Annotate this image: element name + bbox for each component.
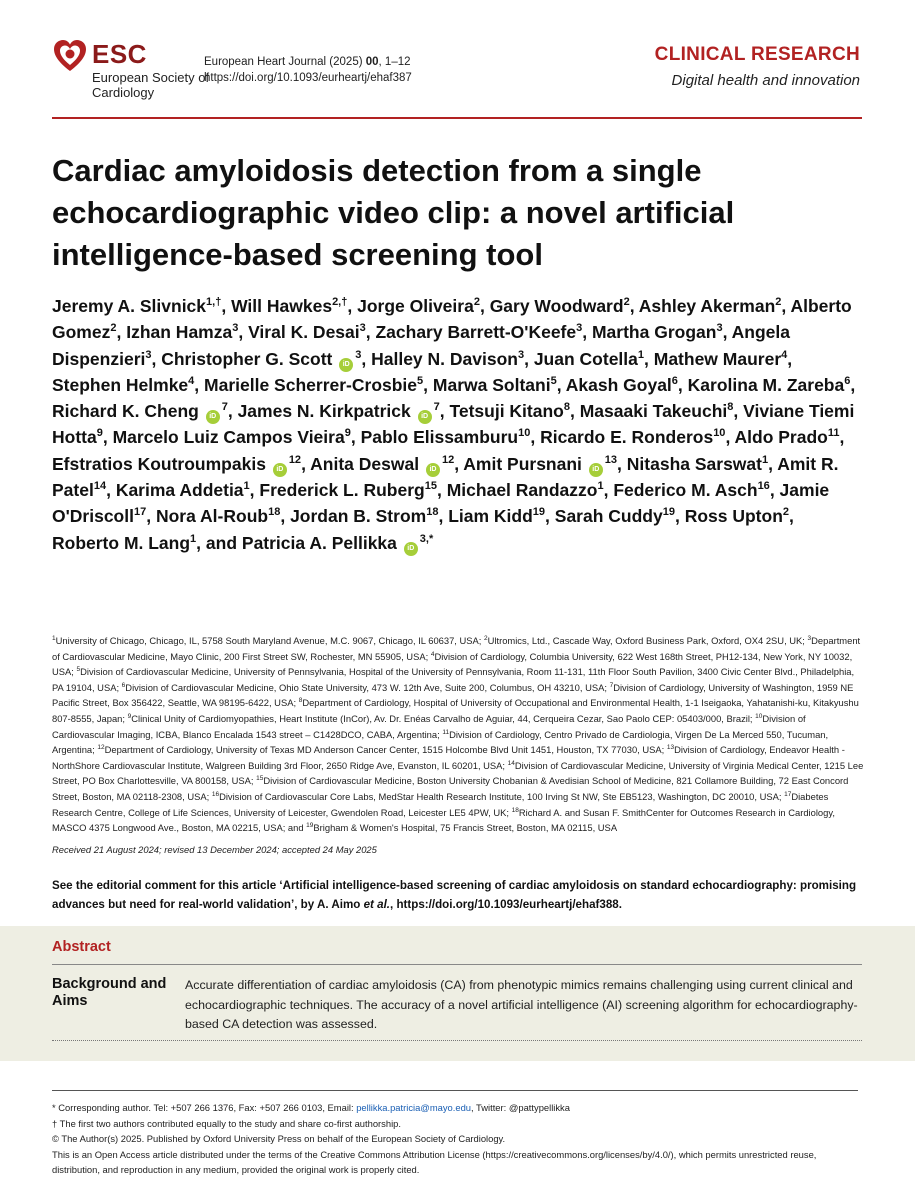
author-name[interactable]: Efstratios Koutroumpakis xyxy=(52,453,266,474)
author-name[interactable]: Izhan Hamza xyxy=(126,322,233,343)
author-name[interactable]: Viviane Tiemi Hotta xyxy=(52,401,855,448)
author-name[interactable]: Jamie O'Driscoll xyxy=(52,480,830,527)
affiliation-number: 4 xyxy=(430,650,435,658)
author-name[interactable]: Tetsuji Kitano xyxy=(449,401,564,422)
author-name[interactable]: Halley N. Davison xyxy=(371,348,518,369)
affiliation-number: 1 xyxy=(52,634,56,642)
author-entry xyxy=(52,533,196,553)
author-affiliation-marker: 1 xyxy=(243,480,250,493)
license-note: This is an Open Access article distributed under the terms of the Creative Commons Attribution License (https://creativecommons.org/licenses/by/4.0/), which permits unrestricted reuse, distribution, and reproduction in any medium, provided the original work is properly cited. xyxy=(52,1148,817,1176)
affiliation-text: Brigham & Women's Hospital, 75 Francis Street, Boston, MA 02115, USA xyxy=(313,822,618,834)
author-name[interactable]: Liam Kidd xyxy=(448,506,533,527)
author-name[interactable]: Marcelo Luiz Campos Vieira xyxy=(112,427,345,448)
author-affiliation-marker: 5 xyxy=(550,375,557,388)
affiliation-number: 8 xyxy=(298,697,303,705)
journal-pages: , 1–12 xyxy=(378,56,411,68)
author-entry xyxy=(534,349,644,369)
affiliation-text: University of Chicago, Chicago, IL, 5758 South Maryland Avenue, M.C. 9067, Chicago, IL 60637, USA; xyxy=(55,635,482,646)
author-entry xyxy=(113,427,351,447)
author-affiliation-marker: 18 xyxy=(426,506,439,519)
author-name[interactable]: Stephen Helmke xyxy=(52,374,189,395)
section-title: CLINICAL RESEARCH xyxy=(654,44,860,65)
author-entry xyxy=(685,506,789,526)
author-name[interactable]: Gary Woodward xyxy=(489,296,624,316)
author-name[interactable]: Will Hawkes xyxy=(231,296,333,316)
co-first-note: † The first two authors contributed equally to the study and share co-first authorship. xyxy=(52,1117,401,1129)
affiliation-number: 17 xyxy=(784,790,792,798)
affiliation-text: Ultromics, Ltd., Cascade Way, Oxford Business Park, Oxford, OX4 2SU, UK; xyxy=(487,635,805,646)
author-affiliation-marker: 11 xyxy=(827,427,840,440)
author-affiliation-marker: 4 xyxy=(188,375,195,388)
author-name[interactable]: Marielle Scherrer-Crosbie xyxy=(204,374,418,395)
author-affiliation-marker: 1 xyxy=(761,453,769,466)
abstract-dotted-divider xyxy=(52,1040,862,1041)
author-affiliation-marker: 3 xyxy=(517,348,525,361)
author-affiliation-marker: 8 xyxy=(727,401,734,414)
orcid-icon[interactable]: iD xyxy=(339,358,353,372)
affiliation-text: Clinical Unity of Cardiomyopathies, Heart Institute (InCor), Av. Dr. Enéas Carvalho de Aguiar, 44, Cerqueira Cezar, Sao Paolo CEP: 05403/000, Brazil; xyxy=(131,712,753,724)
author-entry xyxy=(555,506,675,526)
author-entry xyxy=(52,375,194,395)
author-affiliation-marker: 12 xyxy=(288,453,302,466)
author-name[interactable]: Amit Pursnani xyxy=(463,453,582,474)
logo-abbreviation: ESC xyxy=(92,39,147,69)
author-affiliation-marker: 10 xyxy=(518,427,531,440)
author-name[interactable]: Richard K. Cheng xyxy=(52,401,199,422)
author-entry xyxy=(580,401,734,421)
author-name[interactable]: Viral K. Desai xyxy=(248,322,360,343)
author-entry xyxy=(654,349,788,369)
abstract-panel xyxy=(0,926,915,1061)
author-entry xyxy=(627,454,768,474)
author-name[interactable]: Ross Upton xyxy=(684,506,783,527)
affiliation-text: Division of Cardiology, Columbia University, 622 West 168th Street, PH12-134, New York, NY 10032, USA; xyxy=(52,650,853,678)
affiliation-text: Division of Cardiovascular Medicine, Boston University Chobanian & Avedisian School of Medicine, 821 Collamore Building, 72 East Concord Street, Boston, MA 02118-2308, USA; xyxy=(52,775,849,802)
corresponding-text: * Corresponding author. Tel: +507 266 1376, Fax: +507 266 0103, Email: xyxy=(52,1102,357,1113)
corresponding-twitter: , Twitter: @pattypellikka xyxy=(471,1102,570,1113)
author-entry xyxy=(290,506,438,526)
author-entry xyxy=(639,296,782,316)
author-entry xyxy=(231,296,347,316)
author-entry xyxy=(204,375,423,395)
author-entry xyxy=(259,480,437,500)
author-name[interactable]: Roberto M. Lang xyxy=(52,532,191,553)
author-entry xyxy=(126,322,238,342)
author-affiliation-marker: 1,† xyxy=(206,296,222,309)
author-affiliation-marker: 3 xyxy=(145,348,152,361)
author-affiliation-marker: 19 xyxy=(662,506,675,519)
orcid-icon[interactable]: iD xyxy=(418,410,432,424)
author-affiliation-marker: 9 xyxy=(344,427,351,440)
corresponding-email-link[interactable]: pellikka.patricia@mayo.edu xyxy=(356,1102,471,1113)
author-affiliation-marker: 6 xyxy=(671,375,678,388)
abstract-divider xyxy=(52,964,862,965)
author-entry xyxy=(592,322,723,342)
affiliation-number: 9 xyxy=(127,712,132,720)
author-entry xyxy=(156,506,280,526)
author-name[interactable]: Zachary Barrett-O'Keefe xyxy=(375,322,577,343)
orcid-icon[interactable]: iD xyxy=(589,463,603,477)
author-name[interactable]: Karolina M. Zareba xyxy=(687,374,845,395)
author-affiliation-marker: 1 xyxy=(190,532,197,545)
affiliation-number: 15 xyxy=(256,775,264,783)
author-entry xyxy=(371,349,524,369)
journal-volume: 00 xyxy=(365,56,379,68)
author-entry xyxy=(116,480,250,500)
author-affiliation-marker: 2 xyxy=(782,506,790,519)
author-entry xyxy=(52,401,228,421)
author-entry xyxy=(735,427,840,447)
affiliation-text: Division of Cardiology, Endeavor Health - NorthShore Cardiovascular Institute, Walgreen Building 3rd Floor, 2650 Ridge Ave, Evanston, IL 60201, USA; xyxy=(52,744,845,771)
author-affiliation-marker: 3 xyxy=(359,322,366,335)
affiliation-number: 19 xyxy=(306,822,314,829)
editorial-text: See the editorial comment for this article ‘Artificial intelligence-based screening of cardiac amyloidosis on standard echocardiography: promising advances but need for real-world validation’, by A. Aimo xyxy=(52,879,857,911)
author-name[interactable]: Alberto Gomez xyxy=(52,296,852,343)
author-affiliation-marker: 2 xyxy=(623,296,630,309)
affiliation-number: 3 xyxy=(807,634,812,642)
affiliation-number: 13 xyxy=(666,744,675,752)
editorial-note xyxy=(52,876,862,914)
footnotes xyxy=(52,1100,864,1178)
affiliation-text: Department of Cardiology, University of Texas MD Anderson Cancer Center, 1515 Holcombe Blvd Unit 1451, Houston, TX 77030, USA; xyxy=(104,744,665,756)
footnote-divider xyxy=(52,1090,858,1091)
author-affiliation-marker: 10 xyxy=(713,427,726,440)
author-affiliation-marker: 16 xyxy=(757,480,770,493)
affiliation-text: Division of Cardiovascular Medicine, University of Pennsylvania, Hospital of the University of Pennsylvania, Room 11-131, 11th Floor South Pavilion, 3400 Civic Center Blvd., Philadelphia, PA 19104, USA; xyxy=(52,666,855,693)
header-divider xyxy=(52,117,862,119)
orcid-icon[interactable]: iD xyxy=(206,410,220,424)
logo-society-name: European Society of Cardiology xyxy=(92,70,210,100)
affiliation-text: Division of Cardiovascular Core Labs, MedStar Health Research Institute, 100 Irving St NW, Ste EB5123, Washington, DC 20010, USA; xyxy=(219,790,782,802)
author-affiliation-marker: 9 xyxy=(96,427,103,440)
received-dates: Received 21 August 2024; revised 13 December 2024; accepted 24 May 2025 xyxy=(52,844,377,855)
author-name[interactable]: Federico M. Asch xyxy=(613,480,758,501)
author-affiliation-marker: 3 xyxy=(576,322,583,335)
author-affiliation-marker: 12 xyxy=(441,453,455,466)
author-name[interactable]: Angela Dispenzieri xyxy=(52,322,791,369)
author-entry xyxy=(688,375,851,395)
author-affiliation-marker: 3 xyxy=(355,348,362,361)
author-entry xyxy=(161,349,361,369)
author-name[interactable]: Martha Grogan xyxy=(591,322,717,343)
abstract-section-text: Accurate differentiation of cardiac amyloidosis (CA) from phenotypic mimics remains challenging using current clinical and echocardiographic techniques. The accuracy of a novel artificial intelligence (AI) screening algorithm for echocardiography-based CA detection was assessed. xyxy=(185,978,858,1031)
author-affiliation-marker: 1 xyxy=(637,348,645,361)
corresponding-author-note xyxy=(52,1100,864,1116)
author-list: Jeremy A. Slivnick$^{1,\dagger}$, Will Hawkes$^{2,\dagger}$, Jorge Oliveira$^2$, Gary Woodward$^2$, Ashley Akerman$^2$, Alberto Gomez$^2$, Izhan Hamza$^3$, Viral K. Desai$^3$, Zachary Barrett-O'Keefe$^3$, Martha Grogan$^3$, Angela Dispenzieri$^3$, Christopher G. Scott $iD^3$, Halley N. Davison$^3$, Juan Cotella$^1$, Mathew Maurer$^4$, Stephen Helmke$^4$, Marielle Scherrer-Crosbie$^5$, Marwa Soltani$^5$, Akash Goyal$^6$, Karolina M. Zareba$^6$, Richard K. Cheng $iD^7$, James N. Kirkpatrick $iD^7$, Tetsuji Kitano$^8$, Masaaki Takeuchi$^8$, Viviane Tiemi Hotta$^9$, Marcelo Luiz Campos Vieira$^9$, Pablo Elissamburu$^{10}$, Ricardo E. Ronderos$^{10}$, Aldo Prado$^{11}$, Efstratios Koutroumpakis $iD^{12}$, Anita Deswal $iD^{12}$, Amit Pursnani $iD^{13}$, Nitasha Sarswat$^1$, Amit R. Patel$^{14}$, Karima Addetia$^1$, Frederick L. Ruberg$^{15}$, Michael Randazzo$^1$, Federico M. Asch$^{16}$, Jamie O'Driscoll$^{17}$, Nora Al-Roub$^{18}$, Jordan B. Strom$^{18}$, Liam Kidd$^{19}$, Sarah Cuddy$^{19}$, Ross Upton$^2$, Roberto M. Lang$^1$, and Patricia A. Pellikka $iD^{3,*}$ xyxy=(52,293,864,556)
author-name[interactable]: Ricardo E. Ronderos xyxy=(540,427,714,448)
author-entry xyxy=(357,296,480,316)
author-affiliation-marker: 3 xyxy=(716,322,723,335)
author-affiliation-marker: 2 xyxy=(473,296,480,309)
affiliation-text: Division of Cardiology, University of Washington, 1959 NE Pacific Street, Box 356422, Seattle, WA 98195-6422, USA; xyxy=(52,681,854,709)
author-entry xyxy=(490,296,630,316)
affiliation-number: 2 xyxy=(484,634,488,642)
author-affiliation-marker: 2 xyxy=(110,322,117,335)
author-name[interactable]: Frederick L. Ruberg xyxy=(259,480,425,501)
affiliation-text: Department of Cardiovascular Medicine, Mayo Clinic, 200 First Street SW, Rochester, MN 55905, USA; xyxy=(52,635,861,662)
heart-logo-icon xyxy=(52,38,88,74)
affiliation-text: Richard A. and Susan F. SmithCenter for Outcomes Research in Cardiology, MASCO 4375 Longwood Ave., Boston, MA 02215, USA; and xyxy=(52,806,835,834)
author-affiliation-marker: 13 xyxy=(604,453,618,466)
author-entry xyxy=(463,454,617,474)
copyright-note: © The Author(s) 2025. Published by Oxford University Press on behalf of the European Society of Cardiology. xyxy=(52,1133,506,1145)
abstract-section-label: Background and Aims xyxy=(52,976,167,1009)
author-name[interactable]: Jorge Oliveira xyxy=(357,296,474,316)
author-entry xyxy=(540,427,725,447)
author-name[interactable]: Jeremy A. Slivnick xyxy=(52,296,207,316)
affiliation-text: Division of Cardiovascular Imaging, ICBA, Blanco Encalada 1543 street – C1428DCO, CABA, Argentina; xyxy=(52,712,806,740)
author-entry xyxy=(448,506,545,526)
journal-name: European Heart Journal (2025) xyxy=(204,56,363,68)
affiliation-number: 10 xyxy=(755,712,763,720)
orcid-icon[interactable]: iD xyxy=(273,463,287,477)
author-affiliation-marker: 19 xyxy=(532,506,546,519)
author-name[interactable]: Anita Deswal xyxy=(310,453,420,474)
affiliation-number: 14 xyxy=(507,759,515,767)
author-name[interactable]: Amit R. Patel xyxy=(52,453,839,501)
author-affiliation-marker: 3,* xyxy=(419,532,434,545)
author-entry xyxy=(613,480,770,500)
author-entry xyxy=(310,454,454,474)
author-name[interactable]: James N. Kirkpatrick xyxy=(237,401,411,422)
author-entry xyxy=(52,296,221,316)
author-name[interactable]: Masaaki Takeuchi xyxy=(579,401,728,422)
author-affiliation-marker: 4 xyxy=(781,348,788,361)
author-affiliation-marker: 1 xyxy=(597,480,604,493)
section-subtitle: Digital health and innovation xyxy=(671,72,860,89)
page-header xyxy=(52,36,860,102)
author-entry xyxy=(433,375,557,395)
affiliation-number: 11 xyxy=(442,728,450,736)
author-name[interactable]: Nitasha Sarswat xyxy=(626,453,762,474)
author-name[interactable]: Karima Addetia xyxy=(115,480,244,501)
author-entry xyxy=(449,401,570,421)
author-entry xyxy=(248,322,366,342)
author-entry xyxy=(566,375,678,395)
author-affiliation-marker: 8 xyxy=(563,401,570,414)
affiliation-number: 18 xyxy=(511,806,519,814)
author-name[interactable]: Michael Randazzo xyxy=(446,480,598,501)
affiliation-number: 16 xyxy=(211,790,220,798)
author-affiliation-marker: 15 xyxy=(424,480,437,493)
affiliation-number: 7 xyxy=(609,681,614,689)
author-entry xyxy=(375,322,582,342)
author-affiliation-marker: 6 xyxy=(844,375,851,388)
author-affiliation-marker: 2 xyxy=(775,296,782,309)
article-title: Cardiac amyloidosis detection from a single echocardiographic video clip: a novel artificial intelligence-based screening tool xyxy=(52,153,735,272)
author-name[interactable]: Sarah Cuddy xyxy=(554,506,663,527)
author-name[interactable]: Mathew Maurer xyxy=(653,348,782,369)
author-entry xyxy=(361,427,531,447)
author-name[interactable]: Patricia A. Pellikka xyxy=(241,532,397,553)
orcid-icon[interactable]: iD xyxy=(426,463,440,477)
author-name[interactable]: Pablo Elissamburu xyxy=(360,427,519,448)
author-affiliation-marker: 2,† xyxy=(332,296,348,309)
author-name[interactable]: Jordan B. Strom xyxy=(290,506,427,527)
author-affiliation-marker: 14 xyxy=(93,480,107,493)
affiliation-text: Department of Cardiology, Hospital of University of Occupational and Environmental Health, 1-1 Iseigaoka, Yahatanishi-ku, Kitakyushu 807-8555, Japan; xyxy=(52,697,859,724)
author-affiliation-marker: 17 xyxy=(133,506,147,519)
section-label xyxy=(655,44,860,89)
article-doi-link[interactable]: https://doi.org/10.1093/eurheartj/ehaf387 xyxy=(204,72,412,84)
author-entry xyxy=(52,454,301,474)
affiliation-text: Diabetes Research Centre, College of Life Sciences, University of Leicester, Gwendolen Road, Leicester LE5 4PW, UK; xyxy=(52,790,829,818)
affiliation-number: 5 xyxy=(76,666,81,674)
author-name[interactable]: Juan Cotella xyxy=(533,348,638,369)
editorial-doi-link[interactable]: , https://doi.org/10.1093/eurheartj/ehaf388. xyxy=(390,898,622,911)
author-entry xyxy=(238,401,440,421)
abstract-heading: Abstract xyxy=(52,939,111,955)
author-conjunction: and xyxy=(205,532,242,553)
orcid-icon[interactable]: iD xyxy=(404,542,418,556)
affiliation-text: Division of Cardiology, Centro Privado de Cardiologia, Virgen De La Merced 550, Tucuman, Argentina; xyxy=(52,728,829,756)
affiliation-number: 6 xyxy=(121,681,126,689)
journal-citation xyxy=(204,54,564,86)
author-affiliation-marker: 3 xyxy=(232,322,239,335)
affiliations xyxy=(52,633,864,836)
author-entry xyxy=(447,480,604,500)
author-name[interactable]: Nora Al-Roub xyxy=(155,506,269,527)
author-name[interactable]: Aldo Prado xyxy=(734,427,828,448)
affiliation-text: Division of Cardiovascular Medicine, Ohio State University, 473 W. 12th Ave, Suite 200, Columbus, OH 43210, USA; xyxy=(125,681,607,693)
affiliation-number: 12 xyxy=(97,744,105,752)
author-entry xyxy=(242,533,433,553)
author-name[interactable]: Akash Goyal xyxy=(565,374,672,395)
affiliation-text: Division of Cardiovascular Medicine, University of Virginia Medical Center, 1215 Lee Street, PO Box Charlottesville, VA 800158, USA; xyxy=(52,759,864,787)
editorial-etal: et al. xyxy=(363,898,391,911)
author-name[interactable]: Marwa Soltani xyxy=(432,374,551,395)
author-affiliation-marker: 18 xyxy=(268,506,281,519)
author-affiliation-marker: 7 xyxy=(221,401,228,414)
author-name[interactable]: Christopher G. Scott xyxy=(161,348,333,369)
author-affiliation-marker: 5 xyxy=(417,375,424,388)
author-name[interactable]: Ashley Akerman xyxy=(638,296,776,316)
author-affiliation-marker: 7 xyxy=(433,401,440,414)
